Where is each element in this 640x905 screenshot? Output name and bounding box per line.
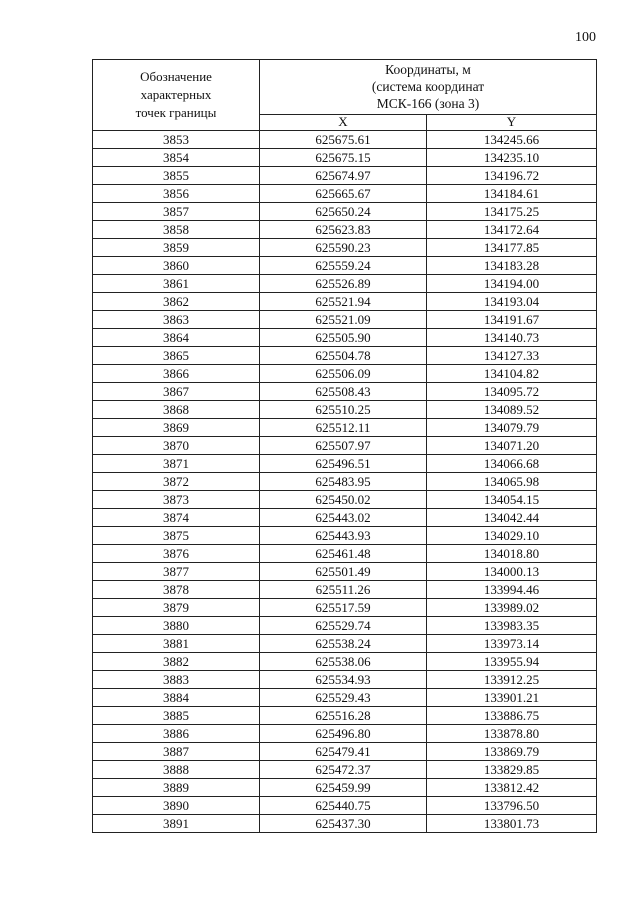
point-id-cell: 3884: [93, 689, 260, 707]
coordinates-header-line-3: МСК-166 (зона 3): [376, 96, 480, 112]
table-row: [93, 311, 597, 329]
point-id-cell: 3868: [93, 401, 260, 419]
point-id-cell: 3861: [93, 275, 260, 293]
point-id-cell: 3872: [93, 473, 260, 491]
y-coordinate-cell: 134196.72: [427, 167, 597, 185]
x-coordinate-cell: 625516.28: [260, 707, 427, 725]
x-coordinate-cell: 625538.24: [260, 635, 427, 653]
y-coordinate-cell: 134184.61: [427, 185, 597, 203]
x-coordinate-cell: 625472.37: [260, 761, 427, 779]
point-id-cell: 3869: [93, 419, 260, 437]
table-row: [93, 419, 597, 437]
point-id-cell: 3882: [93, 653, 260, 671]
y-coordinate-cell: 133812.42: [427, 779, 597, 797]
table-row: [93, 779, 597, 797]
point-designation-header: [93, 60, 260, 131]
x-coordinate-cell: 625496.51: [260, 455, 427, 473]
table-row: [93, 671, 597, 689]
table-row: [93, 257, 597, 275]
table-row: [93, 707, 597, 725]
table-row: [93, 239, 597, 257]
point-id-cell: 3862: [93, 293, 260, 311]
y-coordinate-cell: 134104.82: [427, 365, 597, 383]
table-row: [93, 203, 597, 221]
y-coordinate-cell: 134245.66: [427, 131, 597, 149]
x-coordinate-cell: 625450.02: [260, 491, 427, 509]
page-number: 100: [575, 30, 596, 45]
table-row: [93, 383, 597, 401]
x-coordinate-cell: 625507.97: [260, 437, 427, 455]
point-id-cell: 3871: [93, 455, 260, 473]
point-id-cell: 3891: [93, 815, 260, 833]
x-coordinate-cell: 625521.09: [260, 311, 427, 329]
point-id-cell: 3885: [93, 707, 260, 725]
table-row: [93, 743, 597, 761]
table-row: [93, 131, 597, 149]
table-row: [93, 221, 597, 239]
point-id-cell: 3875: [93, 527, 260, 545]
y-coordinate-cell: 134235.10: [427, 149, 597, 167]
table-row: [93, 149, 597, 167]
table-row: [93, 167, 597, 185]
y-coordinate-cell: 134193.04: [427, 293, 597, 311]
x-coordinate-cell: 625529.43: [260, 689, 427, 707]
y-coordinate-cell: 134018.80: [427, 545, 597, 563]
x-column-header: X: [260, 114, 427, 130]
x-coordinate-cell: 625437.30: [260, 815, 427, 833]
y-coordinate-cell: 133886.75: [427, 707, 597, 725]
y-coordinate-cell: 133912.25: [427, 671, 597, 689]
coordinates-header-line-1: Координаты, м: [385, 62, 471, 78]
table-row: [93, 329, 597, 347]
y-coordinate-cell: 134183.28: [427, 257, 597, 275]
table-header-row: [93, 60, 597, 115]
table-row: [93, 563, 597, 581]
x-coordinate-cell: 625650.24: [260, 203, 427, 221]
x-coordinate-cell: 625675.61: [260, 131, 427, 149]
point-id-cell: 3886: [93, 725, 260, 743]
x-coordinate-cell: 625443.02: [260, 509, 427, 527]
x-coordinate-cell: 625665.67: [260, 185, 427, 203]
x-coordinate-cell: 625440.75: [260, 797, 427, 815]
table-row: [93, 725, 597, 743]
point-id-cell: 3854: [93, 149, 260, 167]
x-coordinate-cell: 625534.93: [260, 671, 427, 689]
table-row: [93, 347, 597, 365]
y-coordinate-cell: 134065.98: [427, 473, 597, 491]
y-coordinate-cell: 134000.13: [427, 563, 597, 581]
point-id-cell: 3855: [93, 167, 260, 185]
y-coordinate-cell: 134029.10: [427, 527, 597, 545]
y-coordinate-cell: 134172.64: [427, 221, 597, 239]
y-coordinate-cell: 134140.73: [427, 329, 597, 347]
x-coordinate-cell: 625501.49: [260, 563, 427, 581]
table-row: [93, 617, 597, 635]
point-id-cell: 3890: [93, 797, 260, 815]
y-coordinate-cell: 133878.80: [427, 725, 597, 743]
table-row: [93, 401, 597, 419]
y-coordinate-cell: 133989.02: [427, 599, 597, 617]
y-coordinate-cell: 133901.21: [427, 689, 597, 707]
point-id-cell: 3883: [93, 671, 260, 689]
point-id-cell: 3874: [93, 509, 260, 527]
point-id-cell: 3864: [93, 329, 260, 347]
table-row: [93, 581, 597, 599]
y-coordinate-cell: 133983.35: [427, 617, 597, 635]
y-coordinate-cell: 133869.79: [427, 743, 597, 761]
point-id-cell: 3856: [93, 185, 260, 203]
x-coordinate-cell: 625526.89: [260, 275, 427, 293]
point-id-cell: 3866: [93, 365, 260, 383]
x-coordinate-cell: 625517.59: [260, 599, 427, 617]
point-id-cell: 3863: [93, 311, 260, 329]
y-coordinate-cell: 133801.73: [427, 815, 597, 833]
table-row: [93, 473, 597, 491]
x-coordinate-cell: 625504.78: [260, 347, 427, 365]
y-coordinate-cell: 134095.72: [427, 383, 597, 401]
point-id-cell: 3889: [93, 779, 260, 797]
y-coordinate-cell: 133973.14: [427, 635, 597, 653]
point-id-cell: 3879: [93, 599, 260, 617]
y-coordinate-cell: 134177.85: [427, 239, 597, 257]
x-coordinate-cell: 625506.09: [260, 365, 427, 383]
point-id-cell: 3880: [93, 617, 260, 635]
y-coordinate-cell: 134079.79: [427, 419, 597, 437]
y-coordinate-cell: 134042.44: [427, 509, 597, 527]
table-row: [93, 491, 597, 509]
x-coordinate-cell: 625510.25: [260, 401, 427, 419]
point-id-cell: 3873: [93, 491, 260, 509]
y-column-header: Y: [427, 114, 597, 130]
x-coordinate-cell: 625505.90: [260, 329, 427, 347]
point-id-cell: 3876: [93, 545, 260, 563]
table-row: [93, 509, 597, 527]
x-coordinate-cell: 625443.93: [260, 527, 427, 545]
table-row: [93, 815, 597, 833]
point-id-cell: 3867: [93, 383, 260, 401]
table-row: [93, 365, 597, 383]
x-coordinate-cell: 625623.83: [260, 221, 427, 239]
table-body: [93, 131, 597, 833]
x-coordinate-cell: 625675.15: [260, 149, 427, 167]
table-row: [93, 437, 597, 455]
table-row: [93, 185, 597, 203]
point-id-cell: 3853: [93, 131, 260, 149]
point-id-cell: 3860: [93, 257, 260, 275]
x-coordinate-cell: 625508.43: [260, 383, 427, 401]
point-id-cell: 3858: [93, 221, 260, 239]
x-coordinate-cell: 625559.24: [260, 257, 427, 275]
x-coordinate-cell: 625459.99: [260, 779, 427, 797]
coordinates-header: [260, 60, 597, 115]
y-coordinate-cell: 133829.85: [427, 761, 597, 779]
y-coordinate-cell: 134071.20: [427, 437, 597, 455]
x-coordinate-cell: 625512.11: [260, 419, 427, 437]
table-row: [93, 293, 597, 311]
point-id-cell: 3881: [93, 635, 260, 653]
point-header-line-1: Обозначение: [140, 69, 212, 84]
y-coordinate-cell: 134175.25: [427, 203, 597, 221]
y-coordinate-cell: 133796.50: [427, 797, 597, 815]
point-id-cell: 3870: [93, 437, 260, 455]
x-coordinate-cell: 625529.74: [260, 617, 427, 635]
point-header-line-3: точек границы: [135, 105, 217, 120]
point-id-cell: 3887: [93, 743, 260, 761]
y-coordinate-cell: 134089.52: [427, 401, 597, 419]
table-row: [93, 635, 597, 653]
point-id-cell: 3878: [93, 581, 260, 599]
point-header-line-2: характерных: [140, 87, 212, 102]
coordinates-header-line-2: (система координат: [371, 79, 485, 95]
point-id-cell: 3888: [93, 761, 260, 779]
table-row: [93, 653, 597, 671]
point-id-cell: 3877: [93, 563, 260, 581]
table-row: [93, 275, 597, 293]
y-coordinate-cell: 134066.68: [427, 455, 597, 473]
y-coordinate-cell: 133955.94: [427, 653, 597, 671]
y-coordinate-cell: 134191.67: [427, 311, 597, 329]
y-coordinate-cell: 133994.46: [427, 581, 597, 599]
x-coordinate-cell: 625461.48: [260, 545, 427, 563]
x-coordinate-cell: 625674.97: [260, 167, 427, 185]
x-coordinate-cell: 625590.23: [260, 239, 427, 257]
point-id-cell: 3857: [93, 203, 260, 221]
table-row: [93, 455, 597, 473]
point-id-cell: 3865: [93, 347, 260, 365]
x-coordinate-cell: 625521.94: [260, 293, 427, 311]
x-coordinate-cell: 625538.06: [260, 653, 427, 671]
y-coordinate-cell: 134127.33: [427, 347, 597, 365]
point-id-cell: 3859: [93, 239, 260, 257]
table-row: [93, 797, 597, 815]
table-row: [93, 527, 597, 545]
table-row: [93, 761, 597, 779]
x-coordinate-cell: 625479.41: [260, 743, 427, 761]
x-coordinate-cell: 625496.80: [260, 725, 427, 743]
y-coordinate-cell: 134194.00: [427, 275, 597, 293]
table-row: [93, 599, 597, 617]
table-row: [93, 689, 597, 707]
coordinates-table: [92, 59, 597, 833]
x-coordinate-cell: 625483.95: [260, 473, 427, 491]
table-row: [93, 545, 597, 563]
y-coordinate-cell: 134054.15: [427, 491, 597, 509]
x-coordinate-cell: 625511.26: [260, 581, 427, 599]
